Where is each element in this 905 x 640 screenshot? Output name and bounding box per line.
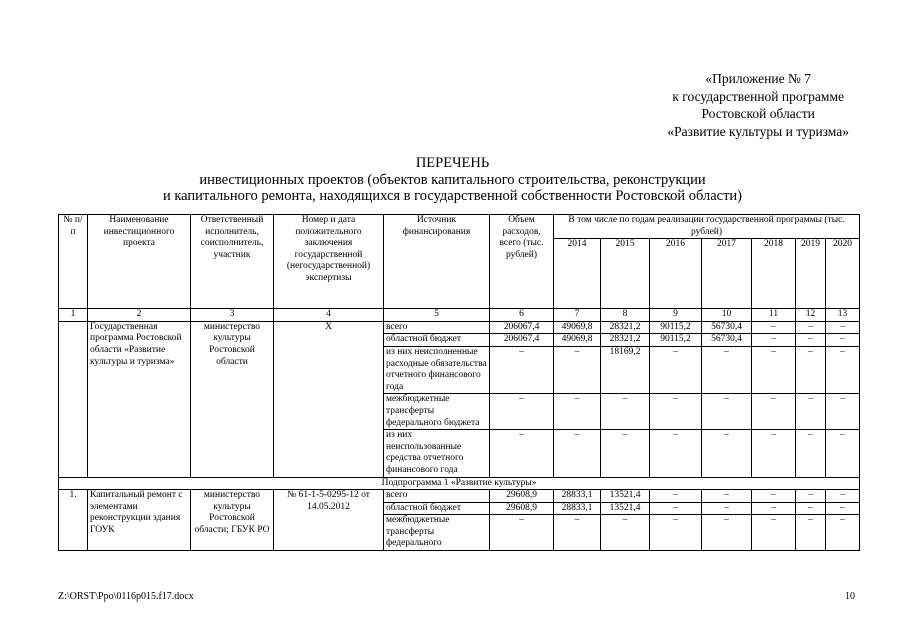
header-year: 2018 xyxy=(752,239,796,309)
value-cell: – xyxy=(601,515,650,551)
value-cell: – xyxy=(554,394,601,430)
value-cell: 49069,8 xyxy=(554,334,601,347)
page-number: 10 xyxy=(845,591,855,602)
value-cell: 90115,2 xyxy=(650,321,702,334)
column-number: 13 xyxy=(826,309,860,322)
header-name: Наименование инвестиционного проекта xyxy=(88,215,191,309)
appendix-line: «Приложение № 7 xyxy=(705,71,811,86)
appendix-line: Ростовской области xyxy=(701,106,815,121)
header-num: № п/п xyxy=(59,215,88,309)
program-name: Государственная программа Ростовской области «Развитие культуры и туризма» xyxy=(88,321,191,477)
value-cell: – xyxy=(702,430,752,477)
subprogram-title: Подпрограмма 1 «Развитие культуры» xyxy=(59,477,860,490)
document-title xyxy=(0,155,905,205)
funding-source: из них неисполненные расходные обязательства отчетного финансового года xyxy=(384,346,490,393)
value-cell: – xyxy=(490,515,554,551)
value-cell: – xyxy=(796,394,826,430)
column-number: 3 xyxy=(191,309,274,322)
value-cell: – xyxy=(650,394,702,430)
value-cell: – xyxy=(796,430,826,477)
value-cell: – xyxy=(796,346,826,393)
value-cell: 56730,4 xyxy=(702,334,752,347)
value-cell: 13521,4 xyxy=(601,502,650,515)
header-expertise: Номер и дата положительного заключения государственной (негосударственной) экспертизы xyxy=(274,215,384,309)
value-cell: – xyxy=(752,430,796,477)
value-cell: – xyxy=(702,346,752,393)
value-cell: – xyxy=(650,346,702,393)
value-cell: – xyxy=(752,490,796,503)
value-cell: 49069,8 xyxy=(554,321,601,334)
appendix-line: «Развитие культуры и туризма» xyxy=(667,123,849,139)
value-cell: – xyxy=(554,515,601,551)
value-cell: 29608,9 xyxy=(490,502,554,515)
value-cell: 28833,1 xyxy=(554,490,601,503)
header-responsible: Ответственный исполнитель, соисполнитель, участник xyxy=(191,215,274,309)
value-cell: – xyxy=(650,502,702,515)
value-cell: 28321,2 xyxy=(601,334,650,347)
value-cell: – xyxy=(796,334,826,347)
value-cell: – xyxy=(826,502,860,515)
value-cell: – xyxy=(826,515,860,551)
value-cell: – xyxy=(796,515,826,551)
header-year: 2015 xyxy=(601,239,650,309)
value-cell: 29608,9 xyxy=(490,490,554,503)
program-expertise: Х xyxy=(274,321,384,477)
value-cell: – xyxy=(752,502,796,515)
header-year: 2014 xyxy=(554,239,601,309)
value-cell: 13521,4 xyxy=(601,490,650,503)
header-year: 2019 xyxy=(796,239,826,309)
column-number: 5 xyxy=(384,309,490,322)
value-cell: – xyxy=(650,490,702,503)
value-cell: – xyxy=(826,430,860,477)
value-cell: – xyxy=(826,321,860,334)
value-cell: – xyxy=(826,394,860,430)
header-years-group: В том числе по годам реализации государственной программы (тыс. рублей) xyxy=(554,215,860,239)
funding-source: областной бюджет xyxy=(384,334,490,347)
subprogram-row xyxy=(59,477,860,490)
value-cell: 28833,1 xyxy=(554,502,601,515)
value-cell: – xyxy=(702,490,752,503)
column-number: 2 xyxy=(88,309,191,322)
value-cell: – xyxy=(490,394,554,430)
column-number: 11 xyxy=(752,309,796,322)
header-volume: Объем расходов, всего (тыс. рублей) xyxy=(490,215,554,309)
value-cell: – xyxy=(650,515,702,551)
header-year: 2020 xyxy=(826,239,860,309)
value-cell: – xyxy=(490,346,554,393)
value-cell: – xyxy=(752,321,796,334)
project-name: Капитальный ремонт с элементами реконструкции здания ГОУК xyxy=(88,490,191,551)
value-cell: – xyxy=(554,346,601,393)
column-number: 4 xyxy=(274,309,384,322)
funding-source: межбюджетные трансферты федерального xyxy=(384,515,490,551)
value-cell: – xyxy=(601,430,650,477)
project-responsible: министерство культуры Ростовской области; ГБУК РО xyxy=(191,490,274,551)
value-cell: – xyxy=(650,430,702,477)
funding-source: областной бюджет xyxy=(384,502,490,515)
value-cell: – xyxy=(601,394,650,430)
program-responsible: министерство культуры Ростовской области xyxy=(191,321,274,477)
column-numbers-row xyxy=(59,309,860,322)
title-line: и капитального ремонта, находящихся в государственной собственности Ростовской области) xyxy=(162,188,743,204)
funding-source: межбюджетные трансферты федерального бюджета xyxy=(384,394,490,430)
header-row xyxy=(59,215,860,239)
title-line: инвестиционных проектов (объектов капитального строительства, реконструкции xyxy=(199,171,706,188)
value-cell: – xyxy=(796,490,826,503)
investment-projects-table xyxy=(58,214,860,551)
file-path: Z:\ORST\Ppo\0116p015.f17.docx xyxy=(58,591,194,602)
funding-source: всего xyxy=(384,321,490,334)
value-cell: – xyxy=(490,430,554,477)
value-cell: 206067,4 xyxy=(490,334,554,347)
header-year: 2017 xyxy=(702,239,752,309)
value-cell: – xyxy=(752,394,796,430)
value-cell: – xyxy=(796,502,826,515)
value-cell: – xyxy=(554,430,601,477)
funding-source: из них неиспользованные средства отчетного финансового года xyxy=(384,430,490,477)
value-cell: – xyxy=(702,394,752,430)
value-cell: 28321,2 xyxy=(601,321,650,334)
value-cell: – xyxy=(752,346,796,393)
value-cell: – xyxy=(826,490,860,503)
appendix-note xyxy=(667,70,849,140)
table-row xyxy=(59,321,860,334)
column-number: 1 xyxy=(59,309,88,322)
value-cell: – xyxy=(826,346,860,393)
value-cell: – xyxy=(702,502,752,515)
column-number: 9 xyxy=(650,309,702,322)
title-line: ПЕРЕЧЕНЬ xyxy=(415,155,490,171)
value-cell: – xyxy=(752,515,796,551)
column-number: 12 xyxy=(796,309,826,322)
appendix-line: к государственной программе xyxy=(672,88,844,104)
value-cell: – xyxy=(826,334,860,347)
table-row xyxy=(59,490,860,503)
value-cell: 56730,4 xyxy=(702,321,752,334)
column-number: 7 xyxy=(554,309,601,322)
column-number: 6 xyxy=(490,309,554,322)
value-cell: 18169,2 xyxy=(601,346,650,393)
header-year: 2016 xyxy=(650,239,702,309)
value-cell: – xyxy=(796,321,826,334)
header-source: Источник финансирования xyxy=(384,215,490,309)
column-number: 8 xyxy=(601,309,650,322)
column-number: 10 xyxy=(702,309,752,322)
project-expertise: № 61-1-5-0295-12 от 14.05.2012 xyxy=(274,490,384,551)
program-num xyxy=(59,321,88,477)
value-cell: – xyxy=(752,334,796,347)
project-num: 1. xyxy=(59,490,88,551)
value-cell: – xyxy=(702,515,752,551)
value-cell: 90115,2 xyxy=(650,334,702,347)
funding-source: всего xyxy=(384,490,490,503)
value-cell: 206067,4 xyxy=(490,321,554,334)
